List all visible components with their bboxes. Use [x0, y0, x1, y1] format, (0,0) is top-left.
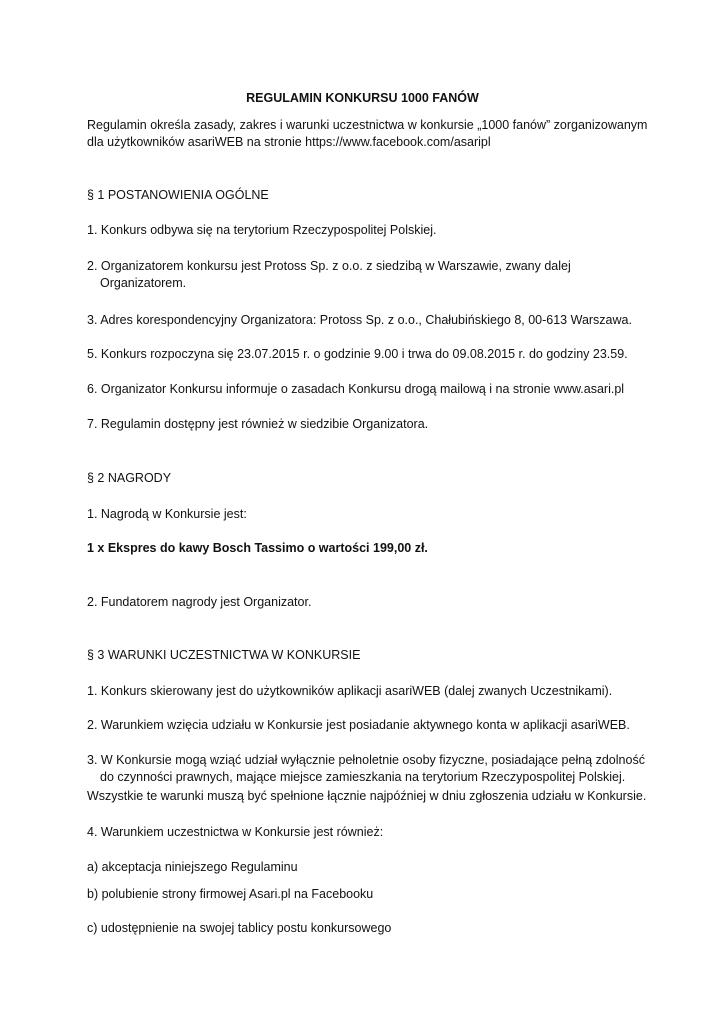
- section-3-heading: § 3 WARUNKI UCZESTNICTWA W KONKURSIE: [87, 648, 361, 662]
- condition-a: a) akceptacja niniejszego Regulaminu: [87, 860, 298, 874]
- section-1-heading: § 1 POSTANOWIENIA OGÓLNE: [87, 188, 269, 202]
- s3-paragraph-4: 4. Warunkiem uczestnictwa w Konkursie jest również:: [87, 825, 384, 839]
- s1-paragraph-7: 7. Regulamin dostępny jest również w siedzibie Organizatora.: [87, 417, 429, 431]
- condition-b: b) polubienie strony firmowej Asari.pl na Facebooku: [87, 887, 374, 901]
- prize-description: 1 x Ekspres do kawy Bosch Tassimo o wartości 199,00 zł.: [87, 541, 428, 555]
- section-2-heading: § 2 NAGRODY: [87, 471, 172, 485]
- intro-line-2: dla użytkowników asariWEB na stronie https://www.facebook.com/asaripl: [87, 135, 491, 149]
- s3-paragraph-3-note: Wszystkie te warunki muszą być spełnione łącznie najpóźniej w dniu zgłoszenia udziału w Konkursie.: [87, 789, 647, 803]
- s2-paragraph-1: 1. Nagrodą w Konkursie jest:: [87, 507, 247, 521]
- s1-paragraph-3: 3. Adres korespondencyjny Organizatora: Protoss Sp. z o.o., Chałubińskiego 8, 00-613 Warszawa.: [87, 313, 632, 327]
- intro-line-1: Regulamin określa zasady, zakres i warunki uczestnictwa w konkursie „1000 fanów” zorganizowanym: [87, 118, 648, 132]
- s1-paragraph-1: 1. Konkurs odbywa się na terytorium Rzeczypospolitej Polskiej.: [87, 223, 437, 237]
- condition-c: c) udostępnienie na swojej tablicy postu konkursowego: [87, 921, 392, 935]
- s1-paragraph-2: 2. Organizatorem konkursu jest Protoss Sp. z o.o. z siedzibą w Warszawie, zwany dalej: [87, 259, 571, 273]
- s1-paragraph-5: 5. Konkurs rozpoczyna się 23.07.2015 r. o godzinie 9.00 i trwa do 09.08.2015 r. do godziny 23.59.: [87, 347, 628, 361]
- s3-paragraph-2: 2. Warunkiem wzięcia udziału w Konkursie jest posiadanie aktywnego konta w aplikacji asariWEB.: [87, 718, 630, 732]
- s3-paragraph-3-cont: do czynności prawnych, mające miejsce zamieszkania na terytorium Rzeczypospolitej Polskiej.: [100, 770, 626, 784]
- s2-paragraph-2: 2. Fundatorem nagrody jest Organizator.: [87, 595, 312, 609]
- s1-paragraph-6: 6. Organizator Konkursu informuje o zasadach Konkursu drogą mailową i na stronie www.asari.pl: [87, 382, 625, 396]
- s3-paragraph-3: 3. W Konkursie mogą wziąć udział wyłącznie pełnoletnie osoby fizyczne, posiadające pełną zdolność: [87, 753, 645, 767]
- s3-paragraph-1: 1. Konkurs skierowany jest do użytkowników aplikacji asariWEB (dalej zwanych Uczestnikami).: [87, 684, 613, 698]
- s1-paragraph-2-cont: Organizatorem.: [100, 276, 187, 290]
- document-title: REGULAMIN KONKURSU 1000 FANÓW: [246, 91, 479, 105]
